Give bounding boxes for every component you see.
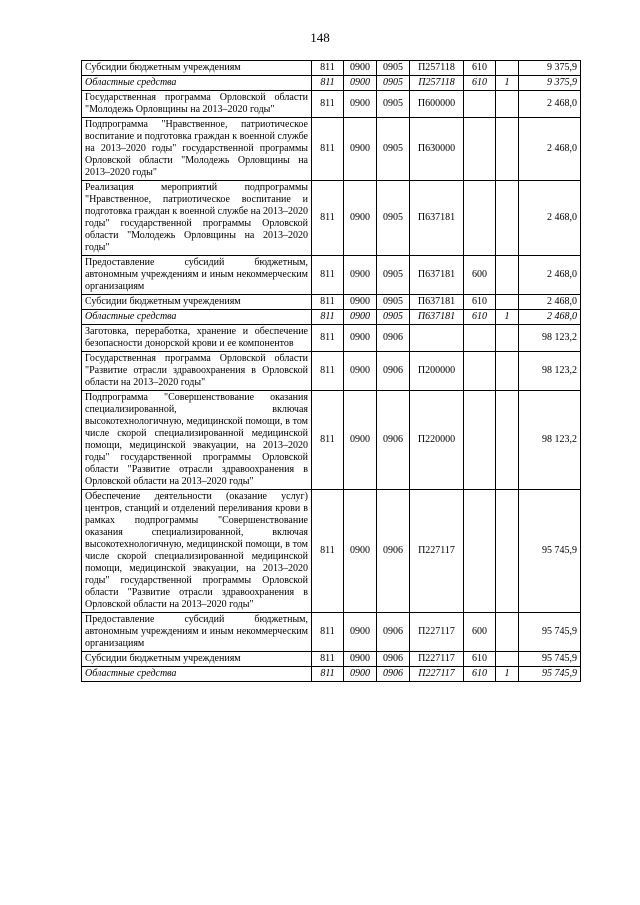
expense-type-code [464,352,496,391]
expense-type-code [464,91,496,118]
target-article-code: П200000 [410,352,464,391]
amount: 9 375,9 [519,76,581,91]
target-article-code: П600000 [410,91,464,118]
amount: 98 123,2 [519,325,581,352]
amount: 9 375,9 [519,61,581,76]
subsection-code: 0905 [377,76,410,91]
ministry-code: 811 [312,118,344,181]
row-name: Подпрограмма "Совершенствование оказания специализированной, включая высокотехнологичную, медицинской помощи, в том числе скорой специализированной медицинской помощи, медицинской эвакуации, на 2013–2020 годы" государственной программы Орловской области "Развитие отрасли здравоохранения в Орловской области на 2013–2020 годы" [82,391,312,490]
row-name: Областные средства [82,76,312,91]
ministry-code: 811 [312,667,344,682]
target-article-code: П227117 [410,613,464,652]
subsection-code: 0906 [377,352,410,391]
table-row [82,310,581,325]
subsection-code: 0905 [377,295,410,310]
subsection-code: 0905 [377,256,410,295]
ministry-code: 811 [312,325,344,352]
table-row [82,490,581,613]
table-row [82,613,581,652]
ministry-code: 811 [312,310,344,325]
subsection-code: 0905 [377,61,410,76]
ministry-code: 811 [312,181,344,256]
section-code: 0900 [344,295,377,310]
target-article-code: П227117 [410,490,464,613]
expense-type-code: 610 [464,295,496,310]
section-code: 0900 [344,91,377,118]
amount: 2 468,0 [519,295,581,310]
section-code: 0900 [344,76,377,91]
expense-type-code: 610 [464,76,496,91]
amount: 2 468,0 [519,91,581,118]
table-row [82,91,581,118]
table-row [82,652,581,667]
funding-source-code [496,391,519,490]
funding-source-code: 1 [496,310,519,325]
subsection-code: 0905 [377,118,410,181]
section-code: 0900 [344,325,377,352]
subsection-code: 0906 [377,391,410,490]
section-code: 0900 [344,352,377,391]
amount: 2 468,0 [519,310,581,325]
target-article-code: П630000 [410,118,464,181]
funding-source-code [496,181,519,256]
subsection-code: 0906 [377,325,410,352]
funding-source-code [496,490,519,613]
row-name: Предоставление субсидий бюджетным, автономным учреждениям и иным некоммерческим организациям [82,256,312,295]
section-code: 0900 [344,490,377,613]
row-name: Субсидии бюджетным учреждениям [82,295,312,310]
table-row [82,76,581,91]
section-code: 0900 [344,652,377,667]
ministry-code: 811 [312,613,344,652]
funding-source-code [496,61,519,76]
amount: 95 745,9 [519,490,581,613]
target-article-code: П257118 [410,76,464,91]
table-row [82,325,581,352]
expense-type-code [464,118,496,181]
subsection-code: 0906 [377,613,410,652]
row-name: Подпрограмма "Нравственное, патриотическое воспитание и подготовка граждан к военной службе на 2013–2020 годы" государственной программы Орловской области "Молодежь Орловщины на 2013–2020 годы" [82,118,312,181]
ministry-code: 811 [312,256,344,295]
ministry-code: 811 [312,91,344,118]
subsection-code: 0905 [377,181,410,256]
target-article-code: П637181 [410,310,464,325]
section-code: 0900 [344,667,377,682]
expense-type-code: 610 [464,652,496,667]
subsection-code: 0905 [377,310,410,325]
expense-type-code [464,181,496,256]
ministry-code: 811 [312,295,344,310]
budget-table [81,60,581,682]
funding-source-code [496,652,519,667]
expense-type-code: 610 [464,667,496,682]
target-article-code: П220000 [410,391,464,490]
funding-source-code [496,295,519,310]
expense-type-code [464,325,496,352]
amount: 95 745,9 [519,667,581,682]
table-row [82,181,581,256]
row-name: Государственная программа Орловской области "Молодежь Орловщины на 2013–2020 годы" [82,91,312,118]
target-article-code: П257118 [410,61,464,76]
funding-source-code: 1 [496,667,519,682]
table-row [82,352,581,391]
row-name: Государственная программа Орловской области "Развитие отрасли здравоохранения в Орловской области на 2013–2020 годы" [82,352,312,391]
ministry-code: 811 [312,490,344,613]
amount: 2 468,0 [519,256,581,295]
target-article-code [410,325,464,352]
table-row [82,667,581,682]
expense-type-code: 610 [464,61,496,76]
target-article-code: П227117 [410,652,464,667]
ministry-code: 811 [312,652,344,667]
amount: 95 745,9 [519,652,581,667]
ministry-code: 811 [312,352,344,391]
subsection-code: 0906 [377,667,410,682]
row-name: Областные средства [82,310,312,325]
target-article-code: П637181 [410,181,464,256]
amount: 2 468,0 [519,118,581,181]
row-name: Реализация мероприятий подпрограммы "Нравственное, патриотическое воспитание и подготовка граждан к военной службе на 2013–2020 годы" государственной программы Орловской области "Молодежь Орловщины на 2013–2020 годы" [82,181,312,256]
expense-type-code [464,490,496,613]
row-name: Субсидии бюджетным учреждениям [82,652,312,667]
funding-source-code [496,118,519,181]
funding-source-code [496,613,519,652]
amount: 95 745,9 [519,613,581,652]
section-code: 0900 [344,118,377,181]
section-code: 0900 [344,613,377,652]
funding-source-code [496,352,519,391]
target-article-code: П637181 [410,256,464,295]
table-row [82,61,581,76]
expense-type-code: 610 [464,310,496,325]
table-row [82,391,581,490]
page-number: 148 [310,30,330,45]
target-article-code: П227117 [410,667,464,682]
ministry-code: 811 [312,76,344,91]
expense-type-code: 600 [464,613,496,652]
row-name: Субсидии бюджетным учреждениям [82,61,312,76]
subsection-code: 0905 [377,91,410,118]
table-row [82,256,581,295]
funding-source-code: 1 [496,76,519,91]
subsection-code: 0906 [377,490,410,613]
amount: 98 123,2 [519,352,581,391]
ministry-code: 811 [312,391,344,490]
ministry-code: 811 [312,61,344,76]
expense-type-code: 600 [464,256,496,295]
table-row [82,295,581,310]
subsection-code: 0906 [377,652,410,667]
table-row [82,118,581,181]
expense-type-code [464,391,496,490]
funding-source-code [496,91,519,118]
funding-source-code [496,256,519,295]
row-name: Заготовка, переработка, хранение и обеспечение безопасности донорской крови и ее компонентов [82,325,312,352]
row-name: Областные средства [82,667,312,682]
section-code: 0900 [344,391,377,490]
section-code: 0900 [344,181,377,256]
row-name: Предоставление субсидий бюджетным, автономным учреждениям и иным некоммерческим организациям [82,613,312,652]
funding-source-code [496,325,519,352]
section-code: 0900 [344,310,377,325]
amount: 98 123,2 [519,391,581,490]
amount: 2 468,0 [519,181,581,256]
row-name: Обеспечение деятельности (оказание услуг) центров, станций и отделений переливания крови в рамках подпрограммы "Совершенствование оказания специализированной, включая высокотехнологичную, медицинской помощи, в том числе скорой специализированной медицинской помощи, медицинской эвакуации, на 2013–2020 годы" государственной программы Орловской области "Развитие отрасли здравоохранения в Орловской области на 2013–2020 годы" [82,490,312,613]
section-code: 0900 [344,61,377,76]
section-code: 0900 [344,256,377,295]
target-article-code: П637181 [410,295,464,310]
